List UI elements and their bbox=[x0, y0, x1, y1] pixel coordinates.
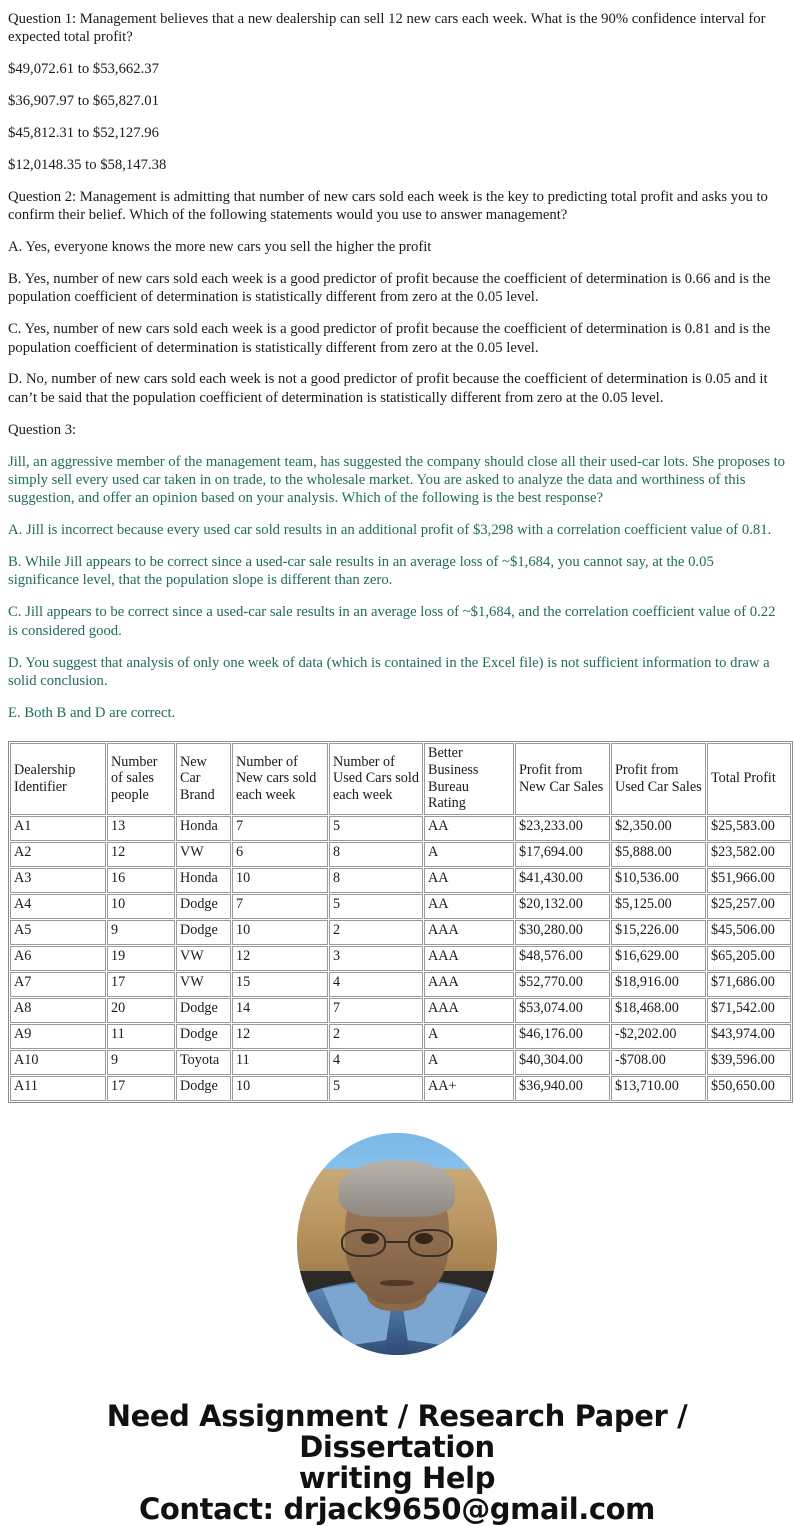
cell-used-cars-sold: 4 bbox=[329, 1050, 423, 1075]
cell-used-cars-sold: 5 bbox=[329, 816, 423, 841]
cell-sales-people: 9 bbox=[107, 1050, 175, 1075]
cell-profit-new: $40,304.00 bbox=[515, 1050, 610, 1075]
avatar-glasses-bridge bbox=[386, 1241, 408, 1243]
cell-profit-new: $23,233.00 bbox=[515, 816, 610, 841]
question-3-option-d: D. You suggest that analysis of only one week of data (which is contained in the Excel file) is not sufficient information to draw a solid conclusion. bbox=[8, 654, 770, 689]
cell-profit-new: $52,770.00 bbox=[515, 972, 610, 997]
cell-car-brand: Dodge bbox=[176, 1076, 231, 1101]
cell-new-cars-sold: 12 bbox=[232, 946, 328, 971]
table-row bbox=[10, 920, 791, 945]
question-1-option-4: $12,0148.35 to $58,147.38 bbox=[8, 156, 167, 173]
cell-profit-used: -$708.00 bbox=[611, 1050, 706, 1075]
cell-car-brand: Toyota bbox=[176, 1050, 231, 1075]
question-3-option-b: B. While Jill appears to be correct since a used-car sale results in an average loss of ~$1,684, you cannot say, at the 0.05 significance level, that the population slope is different than zero. bbox=[8, 554, 714, 589]
cell-car-brand: Dodge bbox=[176, 894, 231, 919]
glasses-icon bbox=[341, 1229, 453, 1258]
column-header-number-of-sales-people: Number of sales people bbox=[107, 743, 175, 815]
cell-dealership-identifier: A4 bbox=[10, 894, 106, 919]
cell-used-cars-sold: 3 bbox=[329, 946, 423, 971]
cell-used-cars-sold: 2 bbox=[329, 920, 423, 945]
cell-profit-new: $30,280.00 bbox=[515, 920, 610, 945]
question-3-option-c: C. Jill appears to be correct since a used-car sale results in an average loss of ~$1,684, and the correlation coefficient value of 0.22 is considered good. bbox=[8, 604, 776, 639]
table-row bbox=[10, 816, 791, 841]
cell-used-cars-sold: 7 bbox=[329, 998, 423, 1023]
question-1-prompt: Question 1: Management believes that a new dealership can sell 12 new cars each week. What is the 90% confidence interval for expected total profit? bbox=[8, 11, 766, 46]
cell-sales-people: 19 bbox=[107, 946, 175, 971]
avatar-lens-left bbox=[341, 1229, 386, 1258]
dealership-data-table bbox=[8, 741, 793, 1103]
table-body bbox=[10, 816, 791, 1101]
cell-bbb-rating: AAA bbox=[424, 998, 514, 1023]
question-2-option-c: C. Yes, number of new cars sold each week is a good predictor of profit because the coefficient of determination is 0.81 and is the population coefficient of determination is statistically different from zero at the 0.05 level. bbox=[8, 321, 771, 356]
cell-car-brand: Dodge bbox=[176, 1024, 231, 1049]
cell-bbb-rating: A bbox=[424, 1050, 514, 1075]
cell-new-cars-sold: 7 bbox=[232, 816, 328, 841]
cell-total-profit: $43,974.00 bbox=[707, 1024, 791, 1049]
cell-dealership-identifier: A10 bbox=[10, 1050, 106, 1075]
cell-total-profit: $25,583.00 bbox=[707, 816, 791, 841]
avatar-block bbox=[8, 1133, 786, 1355]
cell-bbb-rating: AA bbox=[424, 894, 514, 919]
cell-new-cars-sold: 10 bbox=[232, 868, 328, 893]
cell-profit-used: $16,629.00 bbox=[611, 946, 706, 971]
cell-profit-used: $18,468.00 bbox=[611, 998, 706, 1023]
question-2-prompt: Question 2: Management is admitting that number of new cars sold each week is the key to predicting total profit and asks you to confirm their belief. Which of the following statements would you use to answer management? bbox=[8, 188, 768, 224]
promo-footer bbox=[8, 1401, 786, 1525]
column-header-profit-new-car-sales: Profit from New Car Sales bbox=[515, 743, 610, 815]
column-header-new-cars-sold: Number of New cars sold each week bbox=[232, 743, 328, 815]
column-header-used-cars-sold: Number of Used Cars sold each week bbox=[329, 743, 423, 815]
cell-sales-people: 17 bbox=[107, 1076, 175, 1101]
cell-car-brand: Dodge bbox=[176, 998, 231, 1023]
cell-profit-new: $48,576.00 bbox=[515, 946, 610, 971]
cell-sales-people: 17 bbox=[107, 972, 175, 997]
cell-profit-used: $13,710.00 bbox=[611, 1076, 706, 1101]
cell-dealership-identifier: A11 bbox=[10, 1076, 106, 1101]
cell-used-cars-sold: 8 bbox=[329, 842, 423, 867]
cell-total-profit: $39,596.00 bbox=[707, 1050, 791, 1075]
dealership-table-wrapper bbox=[8, 741, 786, 1103]
table-header-row bbox=[10, 743, 791, 815]
cell-bbb-rating: AA+ bbox=[424, 1076, 514, 1101]
cell-new-cars-sold: 7 bbox=[232, 894, 328, 919]
cell-car-brand: Honda bbox=[176, 868, 231, 893]
cell-total-profit: $23,582.00 bbox=[707, 842, 791, 867]
cell-bbb-rating: AAA bbox=[424, 920, 514, 945]
table-row bbox=[10, 946, 791, 971]
cell-new-cars-sold: 12 bbox=[232, 1024, 328, 1049]
cell-profit-used: $2,350.00 bbox=[611, 816, 706, 841]
cell-bbb-rating: A bbox=[424, 1024, 514, 1049]
cell-total-profit: $71,542.00 bbox=[707, 998, 791, 1023]
cell-car-brand: VW bbox=[176, 972, 231, 997]
question-2-option-b: B. Yes, number of new cars sold each week is a good predictor of profit because the coefficient of determination is 0.66 and is the population coefficient of determination is statistically different from zero at the 0.05 level. bbox=[8, 270, 771, 306]
cell-bbb-rating: AAA bbox=[424, 946, 514, 971]
table-row bbox=[10, 1024, 791, 1049]
cell-new-cars-sold: 6 bbox=[232, 842, 328, 867]
table-row bbox=[10, 972, 791, 997]
cell-total-profit: $51,966.00 bbox=[707, 868, 791, 893]
cell-used-cars-sold: 5 bbox=[329, 1076, 423, 1101]
question-3-prompt: Question 3: bbox=[8, 421, 77, 438]
cell-bbb-rating: A bbox=[424, 842, 514, 867]
cell-total-profit: $25,257.00 bbox=[707, 894, 791, 919]
cell-profit-used: -$2,202.00 bbox=[611, 1024, 706, 1049]
cell-new-cars-sold: 11 bbox=[232, 1050, 328, 1075]
cell-new-cars-sold: 10 bbox=[232, 1076, 328, 1101]
question-1-option-1: $49,072.61 to $53,662.37 bbox=[8, 61, 159, 78]
cell-bbb-rating: AA bbox=[424, 816, 514, 841]
cell-dealership-identifier: A7 bbox=[10, 972, 106, 997]
table-row bbox=[10, 1076, 791, 1101]
cell-profit-new: $36,940.00 bbox=[515, 1076, 610, 1101]
promo-footer-line-1: Need Assignment / Research Paper / Dissertation bbox=[106, 1399, 688, 1465]
question-3-scenario: Jill, an aggressive member of the management team, has suggested the company should close all their used-car lots. She proposes to simply sell every used car taken in on trade, to the wholesale market. You are asked to analyze the data and worthiness of this suggestion, and offer an opinion based on your analysis. Which of the following is the best response? bbox=[8, 453, 786, 507]
cell-new-cars-sold: 10 bbox=[232, 920, 328, 945]
table-row bbox=[10, 998, 791, 1023]
cell-dealership-identifier: A5 bbox=[10, 920, 106, 945]
table-row bbox=[10, 868, 791, 893]
table-row bbox=[10, 842, 791, 867]
table-row bbox=[10, 1050, 791, 1075]
question-2-option-a: A. Yes, everyone knows the more new cars you sell the higher the profit bbox=[8, 239, 432, 255]
promo-footer-line-2: writing Help bbox=[298, 1461, 496, 1496]
cell-profit-new: $17,694.00 bbox=[515, 842, 610, 867]
cell-profit-new: $53,074.00 bbox=[515, 998, 610, 1023]
cell-profit-used: $15,226.00 bbox=[611, 920, 706, 945]
cell-sales-people: 13 bbox=[107, 816, 175, 841]
cell-sales-people: 9 bbox=[107, 920, 175, 945]
cell-sales-people: 10 bbox=[107, 894, 175, 919]
cell-bbb-rating: AAA bbox=[424, 972, 514, 997]
avatar-hair bbox=[339, 1160, 455, 1218]
column-header-new-car-brand: New Car Brand bbox=[176, 743, 231, 815]
table-row bbox=[10, 894, 791, 919]
cell-car-brand: VW bbox=[176, 946, 231, 971]
cell-dealership-identifier: A6 bbox=[10, 946, 106, 971]
column-header-profit-used-car-sales: Profit from Used Car Sales bbox=[611, 743, 706, 815]
cell-sales-people: 20 bbox=[107, 998, 175, 1023]
cell-dealership-identifier: A8 bbox=[10, 998, 106, 1023]
cell-profit-new: $20,132.00 bbox=[515, 894, 610, 919]
cell-total-profit: $50,650.00 bbox=[707, 1076, 791, 1101]
cell-total-profit: $71,686.00 bbox=[707, 972, 791, 997]
cell-profit-new: $41,430.00 bbox=[515, 868, 610, 893]
avatar-lens-right bbox=[408, 1229, 453, 1258]
cell-used-cars-sold: 5 bbox=[329, 894, 423, 919]
cell-dealership-identifier: A2 bbox=[10, 842, 106, 867]
question-2-option-d: D. No, number of new cars sold each week is not a good predictor of profit because the coefficient of determination is 0.05 and it can’t be said that the population coefficient of determination is statistically different from zero at the 0.05 level. bbox=[8, 371, 768, 406]
cell-car-brand: Honda bbox=[176, 816, 231, 841]
cell-sales-people: 11 bbox=[107, 1024, 175, 1049]
cell-used-cars-sold: 4 bbox=[329, 972, 423, 997]
cell-profit-used: $10,536.00 bbox=[611, 868, 706, 893]
cell-sales-people: 16 bbox=[107, 868, 175, 893]
column-header-dealership-identifier: Dealership Identifier bbox=[10, 743, 106, 815]
cell-bbb-rating: AA bbox=[424, 868, 514, 893]
column-header-total-profit: Total Profit bbox=[707, 743, 791, 815]
cell-total-profit: $45,506.00 bbox=[707, 920, 791, 945]
cell-total-profit: $65,205.00 bbox=[707, 946, 791, 971]
cell-dealership-identifier: A3 bbox=[10, 868, 106, 893]
avatar bbox=[297, 1133, 497, 1355]
promo-footer-contact: Contact: drjack9650@gmail.com bbox=[139, 1492, 655, 1526]
cell-used-cars-sold: 2 bbox=[329, 1024, 423, 1049]
column-header-bbb-rating: Better Business Bureau Rating bbox=[424, 743, 514, 815]
cell-new-cars-sold: 15 bbox=[232, 972, 328, 997]
cell-profit-used: $5,125.00 bbox=[611, 894, 706, 919]
cell-profit-new: $46,176.00 bbox=[515, 1024, 610, 1049]
question-3-option-a: A. Jill is incorrect because every used car sold results in an additional profit of $3,298 with a correlation coefficient value of 0.81. bbox=[8, 522, 772, 539]
cell-profit-used: $5,888.00 bbox=[611, 842, 706, 867]
cell-car-brand: VW bbox=[176, 842, 231, 867]
cell-profit-used: $18,916.00 bbox=[611, 972, 706, 997]
avatar-mouth bbox=[380, 1280, 414, 1287]
cell-new-cars-sold: 14 bbox=[232, 998, 328, 1023]
cell-used-cars-sold: 8 bbox=[329, 868, 423, 893]
question-1-option-3: $45,812.31 to $52,127.96 bbox=[8, 125, 159, 141]
cell-dealership-identifier: A1 bbox=[10, 816, 106, 841]
cell-car-brand: Dodge bbox=[176, 920, 231, 945]
question-1-option-2: $36,907.97 to $65,827.01 bbox=[8, 93, 159, 110]
cell-sales-people: 12 bbox=[107, 842, 175, 867]
cell-dealership-identifier: A9 bbox=[10, 1024, 106, 1049]
question-3-option-e: E. Both B and D are correct. bbox=[8, 704, 176, 721]
